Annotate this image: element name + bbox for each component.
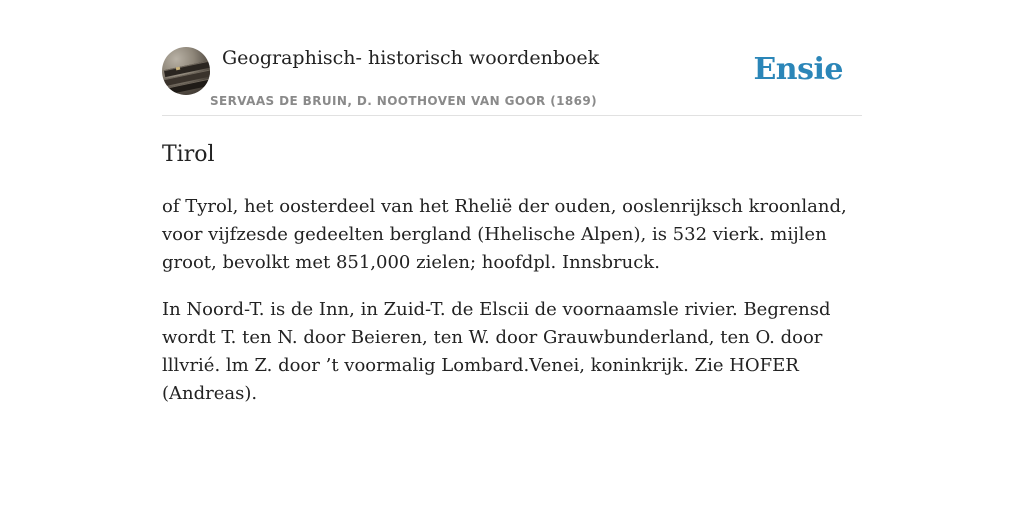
entry-paragraph: In Noord-T. is de Inn, in Zuid-T. de Elscii de voornaamsle rivier. Begrensd wordt T. ten N. door Beieren, ten W. door Grauwbunderland, ten O. door lllvrié. lm Z. door ’t voormalig Lombard.Venei, koninkrijk. Zie HOFER (Andreas). — [162, 299, 831, 404]
entry-body — [162, 193, 862, 427]
book-header — [162, 0, 862, 116]
page — [162, 0, 862, 512]
book-cover-thumbnail[interactable] — [162, 47, 210, 95]
entry-title: Tirol — [162, 142, 215, 167]
entry-paragraph: of Tyrol, het oosterdeel van het Rhelië der ouden, ooslenrijksch kroonland, voor vijfzesde gedeelten bergland (Hhelische Alpen), is 532 vierk. mijlen groot, bevolkt met 851,000 zielen; hoofdpl. Innsbruck. — [162, 196, 847, 273]
book-author: SERVAAS DE BRUIN, D. NOOTHOVEN VAN GOOR (1869) — [210, 94, 598, 108]
book-title-link[interactable]: Geographisch- historisch woordenboek — [222, 47, 600, 69]
ensie-logo[interactable]: Ensie — [753, 52, 843, 87]
